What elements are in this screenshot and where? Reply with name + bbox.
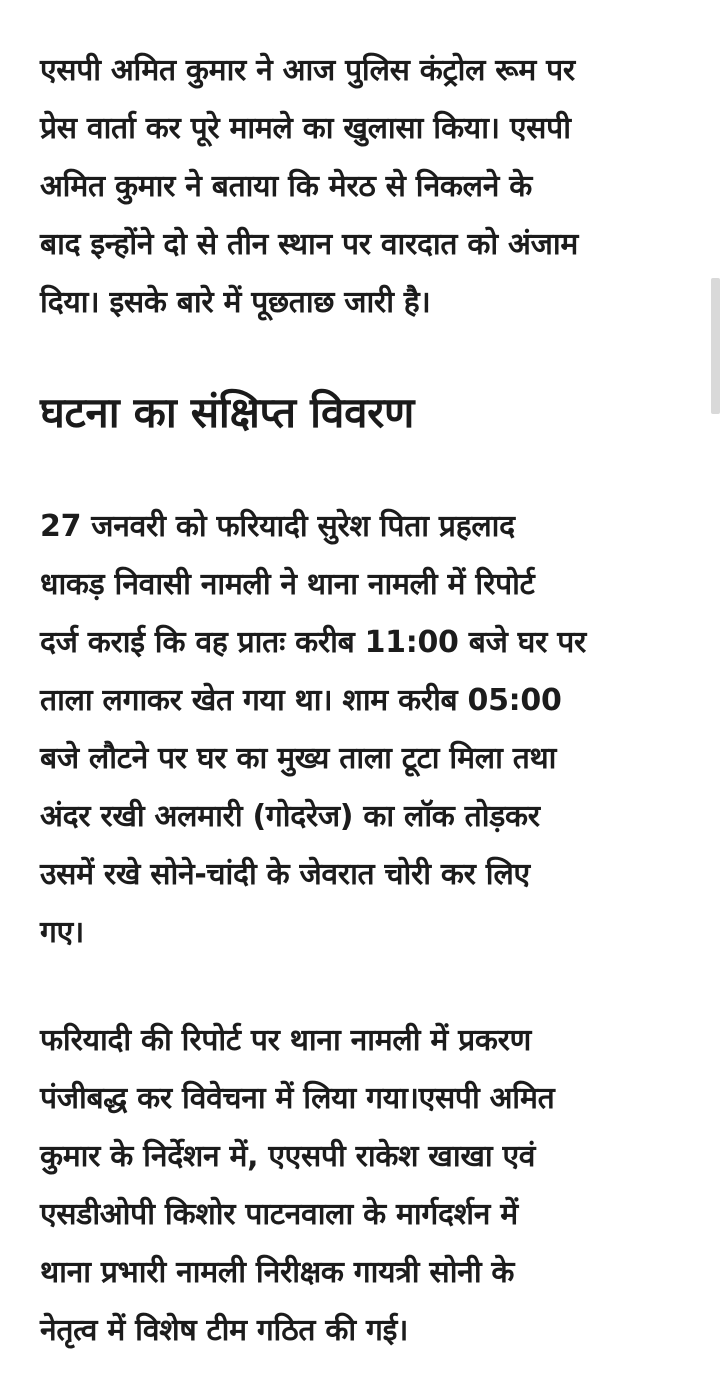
investigation-paragraph: फरियादी की रिपोर्ट पर थाना नामली में प्रकरण पंजीबद्ध कर विवेचना में लिया गया।एसपी अमित कुमार के निर्देशन में, एएसपी राकेश खाखा एवं एसडीओपी किशोर पाटनवाला के मार्गदर्शन में थाना प्रभारी नामली निरीक्षक गायत्री सोनी के नेतृत्व में विशेष टीम गठित की गई। bbox=[40, 1023, 555, 1348]
section-heading: घटना का संक्षिप्त विवरण bbox=[40, 388, 415, 437]
intro-paragraph: एसपी अमित कुमार ने आज पुलिस कंट्रोल रूम पर प्रेस वार्ता कर पूरे मामले का खुलासा किया। एसपी अमित कुमार ने बताया कि मेरठ से निकलने के बाद इन्होंने दो से तीन स्थान पर वारदात को अंजाम दिया। इसके बारे में पूछताछ जारी है। bbox=[40, 53, 578, 320]
incident-paragraph: 27 जनवरी को फरियादी सुरेश पिता प्रहलाद धाकड़ निवासी नामली ने थाना नामली में रिपोर्ट दर्ज कराई कि वह प्रातः करीब 11:00 बजे घर पर ताला लगाकर खेत गया था। शाम करीब 05:00 बजे लौटने पर घर का मुख्य ताला टूटा मिला तथा अंदर रखी अलमारी (गोदरेज) का लॉक तोड़कर उसमें रखे सोने-चांदी के जेवरात चोरी कर लिए गए। bbox=[40, 509, 586, 950]
scrollbar-thumb[interactable] bbox=[711, 278, 720, 414]
article-body bbox=[40, 42, 680, 1360]
